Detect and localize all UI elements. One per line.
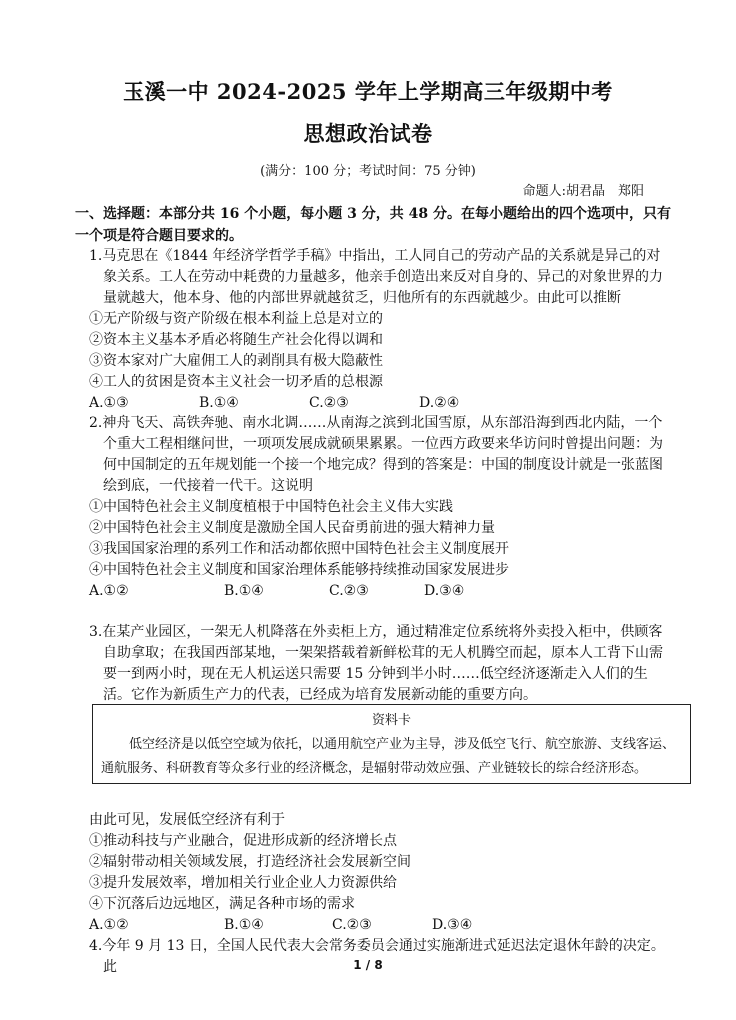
material-card-body: 低空经济是以低空空域为依托，以通用航空产业为主导，涉及低空飞行、航空旅游、支线客运、通航服务、科研教育等众多行业的经济概念，是辐射带动效应强、产业链较长的综合经济形态。	[101, 737, 676, 776]
material-card	[92, 704, 691, 784]
question-option: ④中国特色社会主义制度和国家治理体系能够持续推动国家发展进步	[89, 562, 509, 578]
material-card-title: 资料卡	[371, 713, 411, 728]
question-1	[89, 246, 673, 414]
question-option: ②资本主义基本矛盾必将随生产社会化得以调和	[89, 332, 383, 348]
choice-b: B.①④	[224, 917, 264, 933]
page-number: 1 / 8	[353, 958, 383, 972]
question-option: ③提升发展效率，增加相关行业企业人力资源供给	[89, 875, 397, 891]
choice-a: A.①②	[89, 583, 129, 599]
choice-d: D.②④	[419, 395, 460, 411]
question-option: ③我国国家治理的系列工作和活动都依照中国特色社会主义制度展开	[89, 541, 509, 557]
choice-a: A.①③	[89, 395, 129, 411]
exam-authors: 命题人:胡君晶 郑阳	[522, 184, 644, 199]
question-3	[89, 622, 673, 706]
choice-d: D.③④	[432, 917, 473, 933]
section-heading: 一、选择题：本部分共 16 个小题，每小题 3 分，共 48 分。在每小题给出的四个选项中，只有一个项是符合题目要求的。	[75, 206, 671, 244]
answer-choices	[89, 581, 673, 602]
question-option: ②中国特色社会主义制度是激励全国人民奋勇前进的强大精神力量	[89, 520, 495, 536]
question-option: ④工人的贫困是资本主义社会一切矛盾的总根源	[89, 374, 383, 390]
question-option: ①中国特色社会主义制度植根于中国特色社会主义伟大实践	[89, 499, 453, 515]
choice-b: B.①④	[224, 583, 264, 599]
answer-choices	[89, 915, 673, 936]
choice-c: C.②③	[309, 395, 349, 411]
question-2	[89, 413, 673, 602]
question-stem: 1.马克思在《1844 年经济学哲学手稿》中指出，工人同自己的劳动产品的关系就是异己的对象关系。工人在劳动中耗费的力量越多，他亲手创造出来反对自身的、异己的对象世界的力量就越大，他本身、他的内部世界就越贫乏，归他所有的东西就越少。由此可以推断	[89, 248, 663, 306]
question-option: ②辐射带动相关领域发展，打造经济社会发展新空间	[89, 854, 411, 870]
choice-a: A.①②	[89, 917, 129, 933]
exam-subtitle: 思想政治试卷	[303, 121, 433, 146]
question-option: ①推动科技与产业融合，促进形成新的经济增长点	[89, 833, 397, 849]
answer-choices	[89, 393, 673, 414]
exam-meta: (满分：100 分；考试时间：75 分钟)	[260, 164, 476, 179]
question-option: ①无产阶级与资产阶级在根本利益上总是对立的	[89, 311, 383, 327]
choice-b: B.①④	[199, 395, 239, 411]
choice-c: C.②③	[332, 917, 372, 933]
question-lead: 由此可见，发展低空经济有利于	[89, 812, 285, 828]
question-stem: 2.神舟飞天、高铁奔驰、南水北调……从南海之滨到北国雪原，从东部沿海到西北内陆，一个个重大工程相继问世，一项项发展成就硕果累累。一位西方政要来华访问时曾提出问题：为何中国制定的五年规划能一个接一个地完成？得到的答案是：中国的制度设计就是一张蓝图绘到底，一代接着一代干。这说明	[89, 415, 663, 494]
question-option: ④下沉落后边远地区，满足各种市场的需求	[89, 896, 355, 912]
question-stem: 3.在某产业园区，一架无人机降落在外卖柜上方，通过精准定位系统将外卖投入柜中，供顾客自助拿取；在我国西部某地，一架架搭载着新鲜松茸的无人机腾空而起，原本人工背下山需要一到两小时，现在无人机运送只需要 15 分钟到半小时……低空经济逐渐走入人们的生活。它作为新质生产力的代表，已经成为培育发展新动能的重要方向。	[89, 624, 663, 703]
question-option: ③资本家对广大雇佣工人的剥削具有极大隐蔽性	[89, 353, 383, 369]
question-stem: 4.今年 9 月 13 日，全国人民代表大会常务委员会通过实施渐进式延迟法定退休年龄的决定。此	[89, 938, 665, 975]
question-3-options	[89, 810, 673, 936]
choice-c: C.②③	[329, 583, 369, 599]
exam-title: 玉溪一中 2024-2025 学年上学期高三年级期中考	[123, 79, 613, 104]
choice-d: D.③④	[424, 583, 465, 599]
